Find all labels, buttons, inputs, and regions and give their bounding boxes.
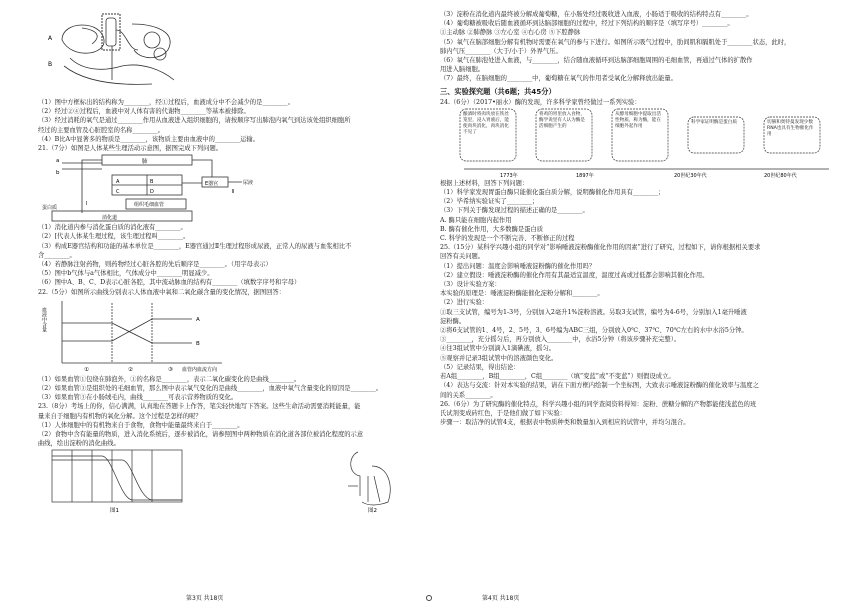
chamber-d-label: D <box>150 189 154 196</box>
q23-title: 23.（8分）考场上的你，信心满满，认真地在答题卡上作答，笔尖轻快地写下答案。这些生命活动需要消耗能量，能 <box>38 403 361 411</box>
curve-protein <box>52 456 182 500</box>
q23c-line-1: （3）淀粉在消化道内最终被分解成葡萄糖，在小肠处经过吸收进入血液，小肠适于吸收的结构特点有________。 <box>440 11 753 18</box>
process-i-label: Ⅰ <box>86 201 88 208</box>
enzyme-timeline-figure <box>444 107 834 179</box>
protein-label: 蛋白质 <box>42 205 58 212</box>
q20-line-5: （4）B比A中显著多的物质是________，该物质主要由血液中的________运输。 <box>38 135 259 143</box>
vessel-3-label: ③ <box>168 366 173 373</box>
q23c-line-8: （7）最终，在脑细胞的________中，葡萄糖在氧气的作用者受氧化分解释放出能量。 <box>440 75 677 83</box>
q20-line-2: （2）经过②④过程后，血液中对人体有害的代谢物________等基本被排除。 <box>38 108 250 116</box>
q25-line-8: 淀粉酶。 <box>440 317 466 325</box>
q21-line-7: （6）图中A、B、C、D表示心脏各腔，其中流动脉血的结构有________（填数字序号和字母） <box>38 279 301 287</box>
vessel-2-label: ② <box>128 366 133 373</box>
kidney-diagram <box>62 18 174 84</box>
page-number-left: 第3页 共18页 <box>186 595 224 602</box>
section-title: 三、实验探究题（共6题；共45分） <box>440 86 556 96</box>
highlight-box <box>102 14 120 50</box>
q23-line-4: 曲线，绘出淀粉的消化曲线。 <box>38 440 120 448</box>
q21-line-6: （5）图中b气体与a气体相比，气体成分中________明显减少。 <box>38 270 214 278</box>
q25-lines <box>440 252 838 399</box>
curve-b-label: B <box>196 340 200 347</box>
q22-line-1: （1）如果血管①包绕在肺泡外，①的名称是________，表示二氧化碳变化的是曲线________。 <box>38 375 301 383</box>
q22-title: 22.（5分）如图所示曲线分别表示人体血液中氧和二氧化碳含量的变化情况，据图回答： <box>38 288 286 296</box>
year-1897: 1897年 <box>576 172 594 179</box>
chamber-b-label: B <box>150 179 154 186</box>
breathing-figure <box>338 446 408 514</box>
timeline-text-3: 从酵母细胞中提取出活性物质，称为酶，能在细胞外起作用 <box>615 111 661 129</box>
q22-line-3: （3）如果血管③在小肠绒毛内，曲线________可表示营养物质的变化。 <box>38 394 238 402</box>
q23c-line-5: 肺内气压________（大于/小于）外界气压。 <box>440 47 562 55</box>
gas-a-label: a <box>56 158 60 165</box>
q20-lines <box>38 98 416 144</box>
right-page <box>430 0 860 608</box>
process-ii-label: Ⅱ <box>232 189 235 196</box>
gas-b-label: b <box>56 170 60 177</box>
q25-line-6: （2）进行实验： <box>440 299 489 307</box>
blood-gas-curve-figure <box>42 297 232 375</box>
label-a-figure: A <box>48 35 53 42</box>
curve-a-label: A <box>196 316 200 323</box>
q24-title: 24.（6分）（2017•丽水）酶的发现，许多科学家曾经做过一系列实验： <box>440 98 641 106</box>
q21-line-5: （4）若静脉注射药物，则药物经过心脏各腔的先后顺序是________。（用字母表示） <box>38 261 272 269</box>
q20-line-1: （1）图中方框标出的结构称为________，经①过程后，血液成分中不会减少的是________。 <box>38 99 294 106</box>
q20-line-3: （3）经过消耗的氧气是通过________作用从血液进入组织细胞的，请按顺序写出肺泡内氧气到达该处组织细胞所 <box>38 117 351 125</box>
physiology-diagram <box>42 153 262 223</box>
q24-line-3: （2）毕希纳实验证实了________； <box>440 198 539 206</box>
q22-line-2: （2）如果血管③是组织处的毛细血管，那么图中表示氧气变化的是曲线________，血液中氧气含量变化的原因是________。 <box>38 385 383 393</box>
q24-line-7: C. 科学的发现是一个不断完善、不断修正的过程 <box>440 235 575 243</box>
q25-line-16: 间的关系________。 <box>440 391 497 399</box>
q24-line-2: （1）科学家发现胃蛋白酶只能催化蛋白质分解，说明酶催化作用具有________； <box>440 189 665 197</box>
q23c-line-4: （5）氧气在脑部细胞分解有机物时需要在氧气的参与下进行。如图所示吸气过程中，肋间肌和膈肌处于________状态，此时， <box>440 38 791 46</box>
q21-title: 21.（7分）如图是人体某些生理活动示意图，据图完成下列问题。 <box>38 145 223 153</box>
q25-line-13: （5）记录结果，得出结论： <box>440 363 520 371</box>
q23-lines <box>38 412 416 449</box>
q21-line-2: （2）[代表人体某生理过程，该生理过程叫________。 <box>38 233 190 241</box>
q24-line-1: 根据上述材料，回答下列问题： <box>440 179 529 187</box>
year-1980s: 20世纪80年代 <box>764 172 797 179</box>
digestion-curve-figure <box>42 448 192 516</box>
label-b-figure: B <box>48 61 53 68</box>
curve-fat <box>52 460 182 500</box>
timeline-text-2: 将鸡的胃里放入食物，酶学说里有人认为酶是活细胞产生的 <box>539 111 585 129</box>
q23c-line-6: （6）氧气在肺泡处进入血液，与________，结合随血液循环到达脑部细胞周围的毛细血管，再通过气体的扩散作 <box>440 57 753 65</box>
q25-line-2: （1）提出问题：温度会影响唾液淀粉酶的催化作用吗？ <box>440 262 596 270</box>
fig23-caption: 图1 <box>110 508 119 515</box>
q22-lines <box>38 375 416 403</box>
q25-line-4: （3）设计实验方案： <box>440 281 501 289</box>
page-number-right: 第4页 共18页 <box>482 595 520 602</box>
q25-line-11: ④往3组试管中分别滴入1滴碘液，摇匀。 <box>440 345 556 353</box>
q21-line-4: 含________。 <box>38 251 76 259</box>
q26-lines <box>440 409 838 427</box>
q25-line-3: （2）建立假设：唾液淀粉酶的催化作用有其最适宜温度，温度过高或过低都会影响其催化作用。 <box>440 271 709 279</box>
curve-a <box>62 319 192 341</box>
q20-line-4: 经过的主要血管及心脏腔室的名称________。 <box>38 126 164 134</box>
organ-e-label: E器官 <box>205 181 219 188</box>
q25-line-7: ①取三支试管，编号为1-3号，分别加入2毫升1%淀粉溶液。另取3支试管，编号为4-6号，分别加入1毫升唾液 <box>440 308 747 316</box>
q23c-line-2: （4）葡萄糖被吸收后随血液循环到达脑部细胞的过程中，经过下列结构的顺序是（填写序号）________。 <box>440 20 734 28</box>
q23c-line-3: ①主动脉 ②肺静脉 ③左心室 ④右心房 ⑤下腔静脉 <box>440 29 581 37</box>
q26-title: 26.（6分）为了研究酶的催化特点，科学兴趣小组的同学查阅资料得知：淀粉、蔗糖分解的产物都能使浅蓝色的班 <box>440 400 757 408</box>
q25-line-14: 若A组________，B组________，C组________（填“变蓝”或“不变蓝”）则假设成立。 <box>440 373 675 381</box>
q25-line-9: ②将6支试管的1、4号，2、5号，3、6号编为ABC三组，分别放入0℃、37℃、70℃左右的水中水浴5分钟。 <box>440 327 748 335</box>
q25-line-12: ⑤观察并记录3组试管中的溶液颜色变化。 <box>440 354 558 362</box>
timeline-text-5: 切赫和奥特曼发现少数RNA也具有生物催化作用 <box>767 119 814 137</box>
q24-line-6: B. 酶有催化作用，大多数酶是蛋白质 <box>440 225 544 233</box>
q23-line-3: （2）食物中含有能量的物质，进入消化系统后，逐步被消化，请参照图中两种物质在消化道各部位被消化程度的示意 <box>38 431 364 439</box>
timeline-text-4: 科学家证明酶是蛋白质 <box>691 119 737 125</box>
q25-line-1: 回答有关问题。 <box>440 253 485 261</box>
year-1773: 1773年 <box>500 172 518 179</box>
q21-line-3: （3）构成E器官结构和功能的基本单位是________，E器官通过Ⅱ生理过程形成尿液，正常人的尿液与血浆相比不 <box>38 242 352 250</box>
urine-label: 尿液 <box>243 180 254 187</box>
vessel-1-label: ① <box>84 366 89 373</box>
chamber-c-label: C <box>116 189 120 196</box>
q23-line-2: （1）人体细胞中的有机物来自于食物，食物中能量最终来自于________。 <box>38 421 244 429</box>
q24-line-4: （3）下列关于酶发现过程的描述正确的是________。 <box>440 207 589 215</box>
q24-lines <box>440 179 838 243</box>
digestive-box <box>52 211 192 221</box>
digestive-label: 消化道 <box>102 215 118 222</box>
q25-line-10: ③________，充分摇匀后，再分别放入________中，水浴5分钟（将该步骤补充完整）。 <box>440 336 681 344</box>
q21-line-1: （1）消化道内参与消化蛋白质的消化液有________。 <box>38 224 187 232</box>
q24-line-5: A. 酶只能在细胞内起作用 <box>440 216 512 224</box>
blood-circulation-figure <box>42 10 192 98</box>
fig22-ylabel: 血液中含量 <box>41 306 47 332</box>
timeline-text-1: 酿酒时将肉块放在铁丝笼里，浸入胃液后，能使肉块消化，肉块消化不见了 <box>463 111 509 135</box>
q25-title: 25.（15分）某科学兴趣小组的同学对“影响唾液淀粉酶催化作用的因素”进行了研究，过程如下，请你根据相关要求 <box>440 244 761 252</box>
q21-lines <box>38 223 416 287</box>
chamber-a-label: A <box>116 179 120 186</box>
fig22-xlabel: 血管内血流方向 <box>182 366 218 373</box>
q23-cont-lines <box>440 10 838 84</box>
q23-figures <box>38 448 416 518</box>
fig23b-caption: 图2 <box>368 508 377 515</box>
year-1930s: 20世纪30年代 <box>674 172 707 179</box>
q23-line-1: 量来自于细胞内有机物的氧化分解。这个过程是怎样的呢？ <box>38 412 202 420</box>
q26-line-1: 氏试剂变成砖红色，于是他们做了如下实验： <box>440 409 566 417</box>
q23c-line-7: 用进入脑细胞。 <box>440 66 485 74</box>
q26-line-2: 步骤一：取洁净的试管4支，根据表中物质种类和数量加入到相应的试管中，并均匀混合。 <box>440 419 690 427</box>
q25-line-5: 本实验的原理是：唾液淀粉酶能催化淀粉分解和________。 <box>440 290 604 298</box>
tissue-label: 组织毛细血管 <box>134 202 165 209</box>
q25-line-15: （4）表达与交流：针对本实验的结果，请在下面方框内绘制一个坐标图，大致表示唾液淀粉酶的催化效率与温度之 <box>440 382 759 390</box>
lungs-label: 肺 <box>142 159 148 166</box>
